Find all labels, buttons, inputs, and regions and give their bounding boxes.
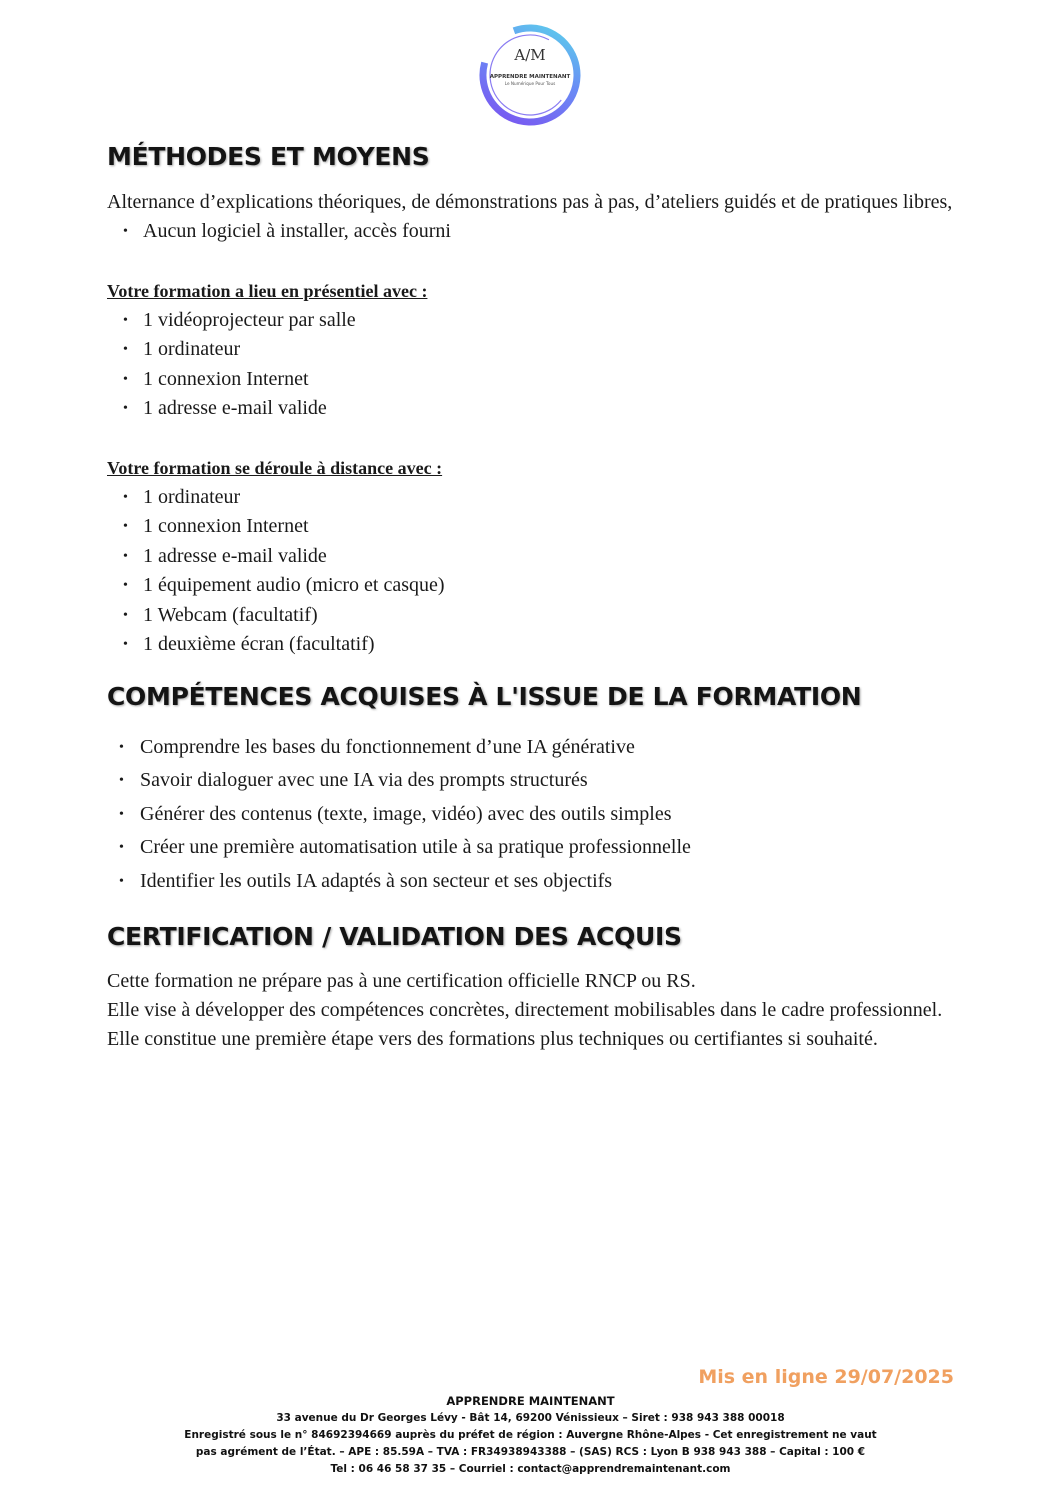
list-item: • 1 deuxième écran (facultatif) (107, 630, 955, 660)
list-item: • Identifier les outils IA adaptés à son secteur et ses objectifs (107, 865, 955, 899)
logo-monogram: A/M (514, 46, 546, 64)
list-item: • 1 adresse e-mail valide (107, 394, 955, 424)
presentiel-list (107, 306, 955, 424)
certification-paragraph-3: Elle constitue une première étape vers des formations plus techniques ou certifiantes si souhaité. (107, 1028, 878, 1050)
document-body (107, 140, 955, 1054)
section-title-competences: COMPÉTENCES ACQUISES À L'ISSUE DE LA FORMATION (107, 681, 862, 711)
logo-brand: APPRENDRE MAINTENANT (489, 74, 571, 80)
list-item: • Créer une première automatisation utile à sa pratique professionnelle (107, 831, 955, 865)
list-item: • 1 Webcam (facultatif) (107, 601, 955, 631)
list-item: • 1 ordinateur (107, 335, 955, 365)
certification-paragraph-2: Elle vise à développer des compétences concrètes, directement mobilisables dans le cadre professionnel. (107, 999, 943, 1021)
certification-paragraph-1: Cette formation ne prépare pas à une certification officielle RNCP ou RS. (107, 970, 696, 992)
list-item: • Aucun logiciel à installer, accès fourni (107, 217, 955, 247)
methodes-intro: Alternance d’explications théoriques, de démonstrations pas à pas, d’ateliers guidés et de pratiques libres, (107, 191, 953, 213)
presentiel-heading: Votre formation a lieu en présentiel avec : (107, 280, 428, 301)
company-logo (472, 24, 588, 126)
page-footer (0, 1393, 1061, 1478)
list-item: • 1 équipement audio (micro et casque) (107, 571, 955, 601)
section-title-methodes: MÉTHODES ET MOYENS (107, 142, 430, 171)
publication-date: Mis en ligne 29/07/2025 (698, 1366, 954, 1388)
footer-contact: Tel : 06 46 58 37 35 – Courriel : contact@apprendremaintenant.com (330, 1463, 731, 1475)
list-item: • 1 adresse e-mail valide (107, 542, 955, 572)
list-item: • Générer des contenus (texte, image, vidéo) avec des outils simples (107, 798, 955, 832)
logo-tagline: Le Numérique Pour Tous (504, 81, 556, 86)
list-item: • 1 connexion Internet (107, 512, 955, 542)
list-item: • Savoir dialoguer avec une IA via des prompts structurés (107, 764, 955, 798)
distance-list (107, 483, 955, 660)
list-item: • 1 ordinateur (107, 483, 955, 513)
footer-registration: Enregistré sous le n° 84692394669 auprès du préfet de région : Auvergne Rhône-Alpes - Cet enregistrement ne vaut (184, 1429, 877, 1441)
methodes-intro-list (107, 217, 955, 247)
footer-company: APPRENDRE MAINTENANT (446, 1394, 615, 1408)
distance-heading: Votre formation se déroule à distance avec : (107, 457, 443, 478)
footer-legal: pas agrément de l’État. – APE : 85.59A – TVA : FR34938943388 – (SAS) RCS : Lyon B 938 943 388 – Capital : 100 € (195, 1446, 866, 1458)
competences-list (107, 731, 955, 899)
list-item: • 1 connexion Internet (107, 365, 955, 395)
list-item: • Comprendre les bases du fonctionnement d’une IA générative (107, 731, 955, 765)
list-item: • 1 vidéoprojecteur par salle (107, 306, 955, 336)
footer-address: 33 avenue du Dr Georges Lévy - Bât 14, 69200 Vénissieux – Siret : 938 943 388 00018 (276, 1412, 785, 1424)
section-title-certification: CERTIFICATION / VALIDATION DES ACQUIS (107, 922, 682, 951)
